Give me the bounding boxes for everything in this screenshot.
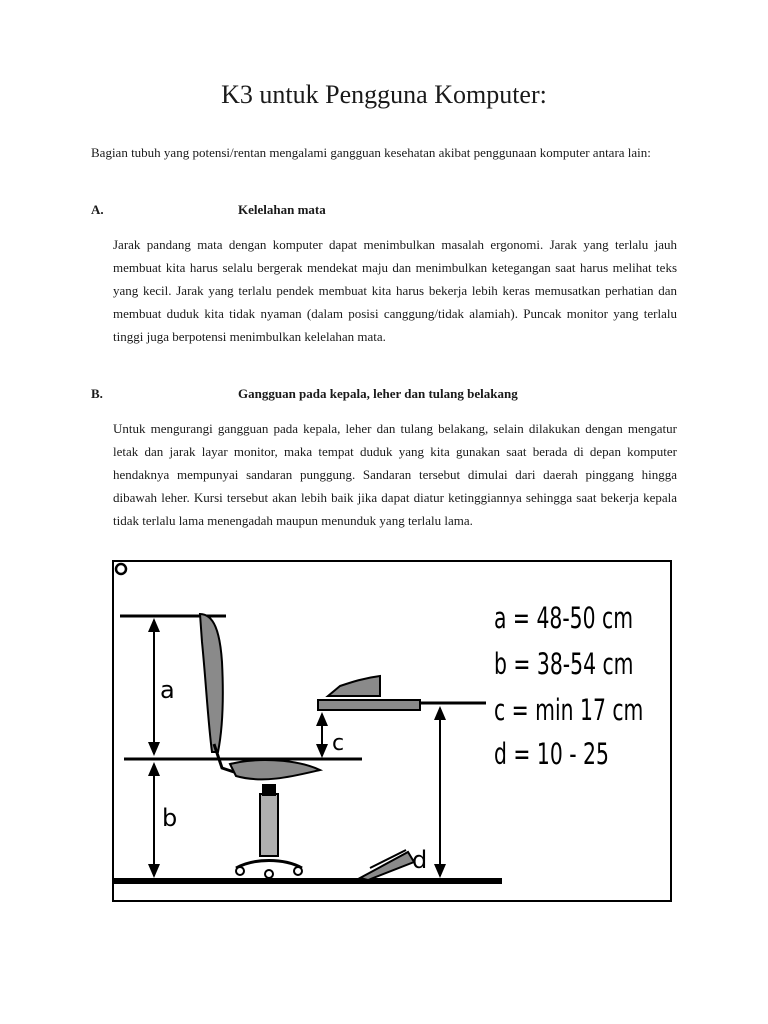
keyboard-tray xyxy=(318,700,420,710)
chair-column-joint xyxy=(262,784,276,796)
section-b-letter: B. xyxy=(91,386,103,401)
ergonomic-diagram xyxy=(112,560,672,902)
chair-wheel xyxy=(265,870,273,878)
section-b-paragraph: Untuk mengurangi gangguan pada kepala, leher dan tulang belakang, selain dilakukan dengan mengatur letak dan jarak layar monitor, maka tempat duduk yang kita gunakan saat berada di depan komputer hendaknya mempunyai sandaran punggung. Sandaran tersebut dimulai dari daerah pinggang hingga dibawah leher. Kursi tersebut akan lebih baik jika dapat diatur ketinggiannya sehingga saat bekerja kepala tidak terlalu lama menengadah maupun menunduk yang terlalu lama. xyxy=(113,421,677,528)
section-b-body xyxy=(113,417,677,532)
keyboard xyxy=(328,676,380,696)
floor-line xyxy=(114,878,502,884)
section-a-body xyxy=(113,233,677,348)
chair-base xyxy=(236,861,302,869)
dimension-a-arrow xyxy=(148,618,160,756)
dimension-d-arrow xyxy=(434,706,446,878)
measurement-a: a = 48-50 cm xyxy=(494,601,634,635)
label-d: d xyxy=(412,846,428,874)
chair-wheel xyxy=(236,867,244,875)
footrest xyxy=(360,852,414,880)
intro-paragraph: Bagian tubuh yang potensi/rentan mengalami gangguan kesehatan akibat penggunaan komputer antara lain: xyxy=(91,145,651,160)
section-a-paragraph: Jarak pandang mata dengan komputer dapat menimbulkan masalah ergonomi. Jarak yang terlalu jauh membuat kita harus selalu bergerak mendekat maju dan menimbulkan ketegangan saat harus melihat teks yang kecil. Jarak yang terlalu pendek membuat kita harus bekerja lebih keras memusatkan perhatian dan membuat duduk kita tidak nyaman (dalam posisi canggung/tidak alamiah). Puncak monitor yang terlalu tinggi juga berpotensi menimbulkan kelelahan mata. xyxy=(113,237,677,344)
chair-column xyxy=(260,794,278,856)
section-b-title: Gangguan pada kepala, leher dan tulang belakang xyxy=(238,386,518,401)
measurement-d: d = 10 - 25 xyxy=(494,737,609,771)
chair-seat xyxy=(230,760,320,779)
dimension-b-arrow xyxy=(148,762,160,878)
measurement-b: b = 38-54 cm xyxy=(494,647,634,681)
label-b: b xyxy=(162,804,178,832)
label-a: a xyxy=(160,676,175,704)
page-title: K3 untuk Pengguna Komputer: xyxy=(221,80,547,109)
section-a-letter: A. xyxy=(91,202,104,217)
chair-backrest xyxy=(200,614,223,752)
label-c: c xyxy=(332,731,345,756)
degree-symbol-icon xyxy=(114,562,128,576)
dimension-c-arrow xyxy=(316,712,328,758)
section-a-title: Kelelahan mata xyxy=(238,202,326,217)
measurement-c: c = min 17 cm xyxy=(494,693,644,727)
chair-wheel xyxy=(294,867,302,875)
